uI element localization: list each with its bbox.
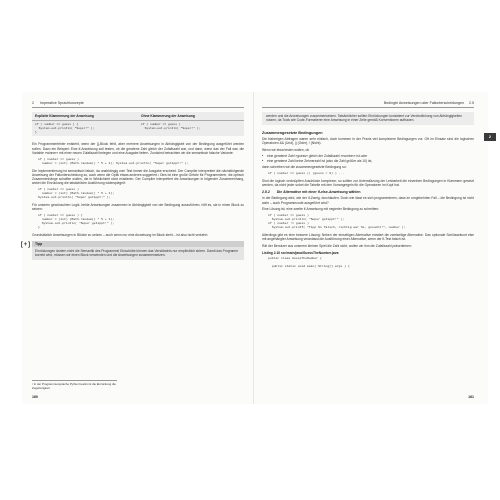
paragraph: Ein Programmierfehler entsteht, wenn der {}-Block fehlt, aber mehrere Anweisungen in Abhängigkeit von der Bedingung ausgeführt werden sollen. Dazu ein Beispiel: Eine if-Anweisung soll testen, ob die geratene Zahl gleich der Zufallszahl war, und dann, wenn das der Fall war, die Variable »winner« mit einer neuen Zufallszahl belegen und eine Ausgabe liefern. Zunächst betrachten wir die semantisch falsche Variante:: [32, 142, 244, 155]
running-head: [262, 101, 474, 108]
page-number: 160: [32, 395, 38, 399]
footnote: ¹ In der Programmiersprache Python bestimmt die Einrückung die Zugehörigkeit.: [32, 382, 116, 390]
chapter-thumb-tab: 2: [484, 133, 496, 141]
comparison-table: [32, 112, 244, 136]
paragraph: Sind die logisch verknüpften Ausdrücke komplexer, so sollten zur Unterstützung der Lesbarkeit die einzelnen Bedingungen in Klammern gesetzt werden, da nicht jeder sofort die Tabelle mit den Vorrangregeln für die Operatoren im Kopf hat.: [262, 178, 474, 188]
listing-caption: Listing 2.10 src/main/java/GuessTheNumber.java: [262, 251, 339, 256]
list-item: ● eine geratene Zahl »guess« gleich der Zufallszahl »number« ist oder: [262, 154, 474, 158]
table-cell: if ( number == guess ) System.out.println( "Super!" );: [141, 123, 201, 130]
paragraph: Die bisherigen Abfragen waren sehr einfach, doch kommen in der Praxis viel komplexere Bedingungen vor. Oft im Einsatz sind die logischen Operatoren && (Und), || (Oder), ! (Nicht).: [262, 136, 474, 145]
running-head: [32, 101, 244, 108]
subsection-title: Die Alternative mit einer if-else-Anweisung wählen: [276, 190, 361, 195]
tip-box: [20, 241, 244, 260]
subsection-heading: [262, 190, 474, 194]
paragraph: Eine Lösung ist, eine zweite if-Anweisung mit negierter Bedingung zu schreiben:: [262, 207, 380, 212]
page-body: [20, 112, 244, 390]
tip-icon: [+]: [20, 241, 31, 249]
paragraph: Rät der Benutzer aus unserem kleinen Spiel die Zahl nicht, wollen wir ihm die Zufallszahl präsentieren:: [262, 243, 412, 248]
list-item: ● eine geratene Zahl keine Zehnerzahl ist (also die Zahl größer als 10) ist,: [262, 159, 474, 163]
paragraph: In der Bedingung wird, wie der if-Zweig, durchlaufen. Doch wie lässt es sich programmieren, dass im umgekehrten Fall – die Bedingung ist nicht wahr – auch Programmcode ausgeführt wird?: [262, 196, 474, 205]
paragraph: dann schreiben wir die zusammengesetzte Bedingung so:: [262, 165, 347, 170]
code-block: public class GuessTheNumber { public static void main( String[] args ) {: [268, 256, 350, 269]
code-block: if ( number == guess || (guess < 0) ) ...: [268, 170, 345, 175]
paragraph: Grundsätzlich Anweisungen in Blöcke zu setzen – auch wenn nur eine Anweisung im Block steht – ist also nicht verkehrt.: [32, 232, 209, 237]
subsection-number: 2.5.2: [262, 190, 270, 195]
paragraph: Für unseren gewünschten Logik, beide Anweisungen zusammen in Abhängigkeit von der Bedingung auszuführen, hilft es, sie in einen Block zu setzen:: [32, 203, 244, 212]
table-cell: if ( number == guess ) { System.out.println( "Super!" ); }: [35, 123, 95, 134]
section-heading: Zusammengesetzte Bedingungen: [262, 130, 323, 135]
gutter-divider: [253, 92, 254, 404]
code-block: if ( number == guess ) number = (int) (Math.random() * 5 + 1); System.out.println( "Super getippt!" );: [38, 156, 189, 165]
chapter-number: 2: [32, 101, 34, 105]
section-number: 2.5: [469, 101, 474, 105]
tip-continuation: werden und die Anweisungen zusammensetzen. Tatsächlicher sollten Einrückungen konsistent zur Verdeutlichung von Abhängigkeiten nutzen, da Tools wie Code-Formatierer eine Anweisung in einer Zeile gemäß Konventionen aufbauen.: [262, 112, 474, 125]
code-block: if ( number == guess ) { number = (int) (Math.random() * 5 + 1); System.out.println( "Super getippt!" ); }: [38, 213, 115, 229]
chapter-title: Bedingte Anweisungen oder Fallunterscheidungen: [383, 101, 464, 105]
tip-title: Tipp: [32, 241, 244, 247]
paragraph: Allerdings gibt es eine bessere Lösung: Neben der einseitigen Alternative existiert die zweiseitige Alternative. Das optionale Schlüsselwort else mit angehängter Anweisung veranlasst die Ausführung einer Alternative, wenn der if-Test falsch ist.: [262, 232, 474, 242]
bullet-list: [262, 154, 474, 163]
left-page: [20, 92, 244, 404]
page-body: [262, 112, 474, 390]
book-spread: [22, 92, 488, 404]
code-block: if ( number == guess ) System.out.println( "Super getippt!" ); if ( number != guess ) System.out.printf( "Tipp %s falsch, richtig war %s, gesucht!", number );: [268, 213, 406, 229]
code-block: if ( number == guess ) number = (int) (Math.random() * 5 + 1); System.out.println( "Super getippt!" );: [38, 187, 115, 200]
paragraph: Wenn wir etwa testen wollen, ob: [262, 147, 310, 152]
chapter-title: Imperative Sprachkonzepte: [40, 101, 84, 105]
page-number: 161: [468, 395, 474, 399]
tip-body: Einrückungen ändern nicht die Semantik des Programms! Einschübe können das Verständnis nur empfindlich stören. Damit das Programm korrekt wird, müssen wir einen Block verwenden und die Anweisungen zusammensetzen.: [32, 247, 244, 260]
right-page: [262, 92, 474, 404]
paragraph: Die Implementierung ist semantisch falsch, da unabhängig vom Test immer die Ausgabe erscheint. Der Compiler interpretiert die nächstfolgende Anweisung der Fallunterscheidung so, auch wenn die Optik etwas anderes suggeriert.¹ Dies ist eine große Gefahr für Programmierer, die optisch Zusammenhänge schaffen wollen, die in Wirklichkeit nicht existieren. Der Compiler interpretiert die Anweisungen in folgender Zusammenhang, wobei die Einrückung die tatsächliche Ausführung widerspiegelt:: [32, 168, 244, 186]
table-header: Explizite Klammerung der Anweisung: [32, 112, 138, 121]
table-header: Ohne Klammerung der Anweisung: [138, 112, 244, 121]
